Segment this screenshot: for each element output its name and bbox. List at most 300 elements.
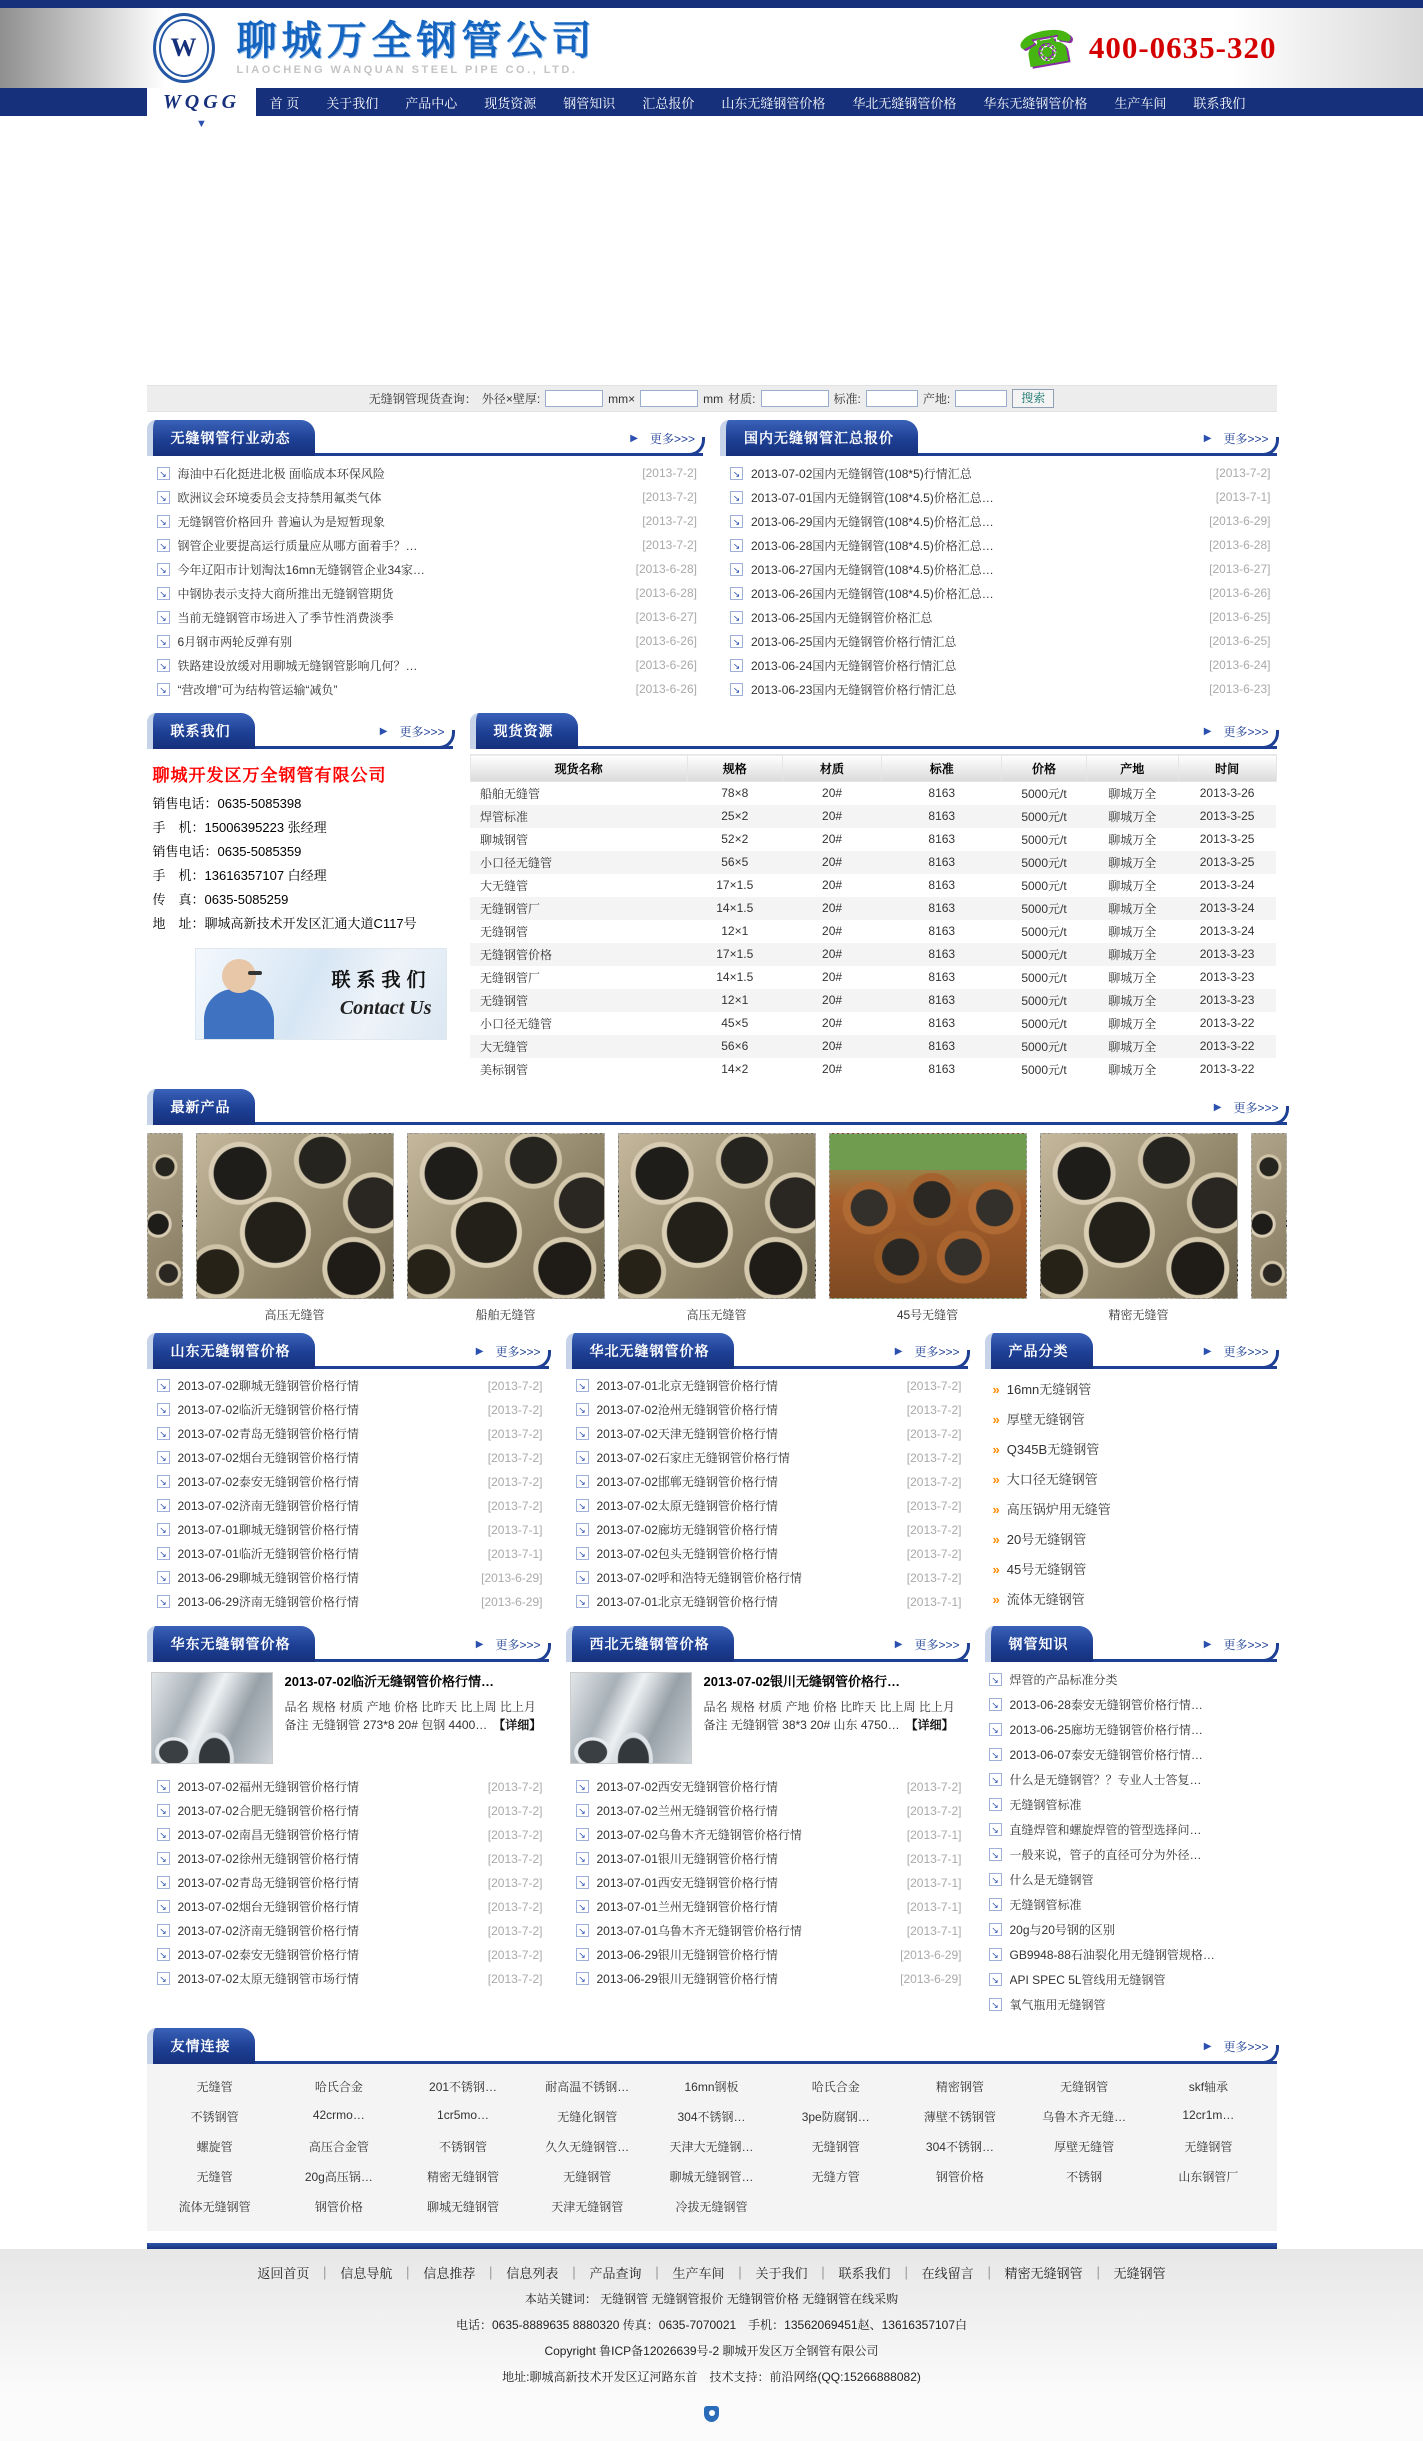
news-item[interactable]	[730, 677, 1271, 701]
news-item[interactable]	[157, 485, 698, 509]
friend-link[interactable]: 20g高压锅…	[304, 2169, 373, 2184]
category-item[interactable]: » 20号无缝钢管	[992, 1531, 1087, 1547]
footer-keywords: 本站关键词： 无缝钢管 无缝钢管报价 无缝钢管价格 无缝钢管在线采购	[524, 2291, 899, 2306]
news-item[interactable]	[157, 1542, 543, 1566]
search-button[interactable]: 搜索	[1012, 389, 1054, 408]
nav-item[interactable]: 首 页	[269, 95, 300, 111]
news-item[interactable]	[730, 557, 1271, 581]
phone-icon: ☎	[1013, 17, 1079, 79]
news-title: 2013-07-02青岛无缝钢管价格行情	[177, 1427, 359, 1441]
product-item[interactable]	[1040, 1133, 1238, 1323]
friend-link[interactable]: 不锈钢管	[190, 2109, 239, 2124]
cell-origin: 聊城万全	[1108, 1039, 1157, 1054]
logo-rings-icon	[153, 13, 215, 83]
table-row[interactable]	[470, 874, 1276, 897]
table-row[interactable]	[470, 851, 1276, 874]
news-date: [2013-6-28]	[635, 562, 697, 576]
news-item[interactable]	[576, 1422, 962, 1446]
table-row[interactable]	[470, 1058, 1276, 1081]
nav-item[interactable]: 汇总报价	[642, 95, 695, 111]
news-item[interactable]	[576, 1919, 962, 1943]
friend-link[interactable]: 无缝管	[196, 2079, 233, 2094]
table-header-cell: 材质	[782, 755, 882, 782]
industry-news-box	[147, 421, 704, 705]
table-header-cell: 现货名称	[470, 755, 687, 782]
more-link[interactable]: ▶ 更多>>>	[379, 725, 445, 739]
news-date: [2013-6-26]	[635, 634, 697, 648]
footer-link[interactable]: ｜ 关于我们	[725, 2266, 808, 2281]
footer-link[interactable]: ｜ 在线留言	[891, 2266, 974, 2281]
section-header	[566, 1627, 968, 1662]
section-header	[566, 1334, 968, 1369]
cell-name: 大无缝管	[480, 878, 529, 893]
footer-link[interactable]: ｜ 信息推荐	[392, 2266, 475, 2281]
news-arrow-icon	[989, 1973, 1002, 1986]
news-item[interactable]	[157, 1967, 543, 1991]
news-date: [2013-7-1]	[487, 1546, 543, 1561]
section-title: 华北无缝钢管价格	[566, 1333, 734, 1369]
news-date: [2013-7-2]	[487, 1923, 543, 1938]
friend-link[interactable]: 厚壁无缝管	[1054, 2139, 1115, 2154]
news-item[interactable]	[157, 1398, 543, 1422]
news-arrow-icon	[730, 683, 743, 696]
featured-body: 品名 规格 材质 产地 价格 比昨天 比上周 比上月 备注 无缝钢管 38*3 20# 山东 4750…	[703, 1699, 955, 1733]
news-item[interactable]	[576, 1823, 962, 1847]
news-item[interactable]	[730, 653, 1271, 677]
news-item[interactable]	[157, 509, 698, 533]
friend-link[interactable]: 无缝方管	[811, 2169, 860, 2184]
knowledge-item[interactable]: ↘ 氧气瓶用无缝钢管	[989, 1992, 1275, 2017]
cell-spec: 45×5	[721, 1016, 749, 1030]
news-date: [2013-7-2]	[487, 1947, 543, 1962]
news-arrow-icon	[989, 1698, 1002, 1711]
cell-origin: 聊城万全	[1108, 1062, 1157, 1077]
footer-link[interactable]: ｜ 联系我们	[808, 2266, 891, 2281]
news-item[interactable]	[576, 1494, 962, 1518]
knowledge-item[interactable]: ↘ 一般来说，管子的直径可分为外径…	[989, 1842, 1275, 1867]
news-item[interactable]	[576, 1871, 962, 1895]
news-date: [2013-6-27]	[1209, 562, 1271, 576]
knowledge-item[interactable]: ↘ 无缝钢管标准	[989, 1892, 1275, 1917]
news-title: 2013-07-02石家庄无缝钢管价格行情	[596, 1451, 790, 1465]
friend-link[interactable]: 16mn钢板	[684, 2079, 739, 2094]
news-date: [2013-7-2]	[906, 1803, 962, 1818]
more-link[interactable]: ▶ 更多>>>	[1203, 725, 1269, 739]
news-date: [2013-7-2]	[487, 1827, 543, 1842]
footer-link[interactable]: ｜ 精密无缝钢管	[974, 2266, 1083, 2281]
friend-link[interactable]: 不锈钢	[1066, 2169, 1103, 2184]
nav-item[interactable]: 山东无缝钢管价格	[721, 95, 826, 111]
huabei-price-box	[566, 1334, 968, 1618]
friend-link[interactable]: 精密无缝钢管	[427, 2169, 500, 2184]
contact-us-image[interactable]	[195, 948, 447, 1040]
knowledge-item[interactable]: ↘ 焊管的产品标准分类	[989, 1667, 1275, 1692]
agent-silhouette	[204, 989, 274, 1040]
shandong-price-box	[147, 1334, 549, 1618]
friend-link[interactable]: 冷拔无缝钢管	[675, 2199, 748, 2214]
news-arrow-icon	[157, 539, 170, 552]
news-arrow-icon	[576, 1547, 589, 1560]
news-item[interactable]	[576, 1799, 962, 1823]
news-item[interactable]	[157, 605, 698, 629]
product-item[interactable]	[829, 1133, 1027, 1323]
more-link[interactable]: ▶ 更多>>>	[894, 1344, 960, 1359]
news-arrow-icon	[157, 1547, 170, 1560]
more-link[interactable]: ▶ 更多>>>	[475, 1344, 541, 1359]
cell-name: 无缝钢管厂	[480, 901, 541, 916]
section-title: 钢管知识	[985, 1626, 1093, 1662]
news-date: [2013-6-23]	[1209, 682, 1271, 696]
news-title: 2013-07-02沧州无缝钢管价格行情	[596, 1403, 778, 1417]
news-item[interactable]	[157, 1847, 543, 1871]
cell-price: 5000元/t	[1021, 809, 1067, 824]
news-arrow-icon	[157, 1499, 170, 1512]
friend-link[interactable]: 1cr5mo…	[437, 2107, 490, 2122]
knowledge-item[interactable]: ↘ 什么是无缝钢管？？专业人士答复…	[989, 1767, 1275, 1792]
news-item[interactable]	[576, 1943, 962, 1967]
news-title: 无缝钢管价格回升 普遍认为是短暂现象	[177, 514, 385, 529]
news-arrow-icon	[157, 1571, 170, 1584]
friend-link[interactable]: 钢管价格	[314, 2199, 363, 2214]
friend-link[interactable]: 螺旋管	[196, 2139, 233, 2154]
friend-link[interactable]: 无缝钢管	[1060, 2079, 1109, 2094]
news-item[interactable]	[576, 1566, 962, 1590]
nav-item[interactable]: 产品中心	[405, 95, 458, 111]
news-item[interactable]	[576, 1374, 962, 1398]
news-title: 欧洲议会环境委员会支持禁用氟类气体	[177, 490, 382, 505]
news-item[interactable]	[157, 557, 698, 581]
news-item[interactable]	[157, 653, 698, 677]
news-item[interactable]	[730, 533, 1271, 557]
knowledge-item[interactable]: ↘ 什么是无缝钢管	[989, 1867, 1275, 1892]
news-item[interactable]	[157, 581, 698, 605]
material-input[interactable]	[761, 390, 829, 407]
news-arrow-icon	[730, 491, 743, 504]
knowledge-item[interactable]: ↘ 2013-06-28泰安无缝钢管价格行情…	[989, 1692, 1275, 1717]
product-photo[interactable]	[196, 1133, 394, 1299]
nav-item[interactable]: 联系我们	[1193, 95, 1246, 111]
friend-link[interactable]: 无缝化钢管	[557, 2109, 618, 2124]
cell-time: 2013-3-25	[1199, 855, 1255, 869]
news-date: [2013-7-2]	[487, 1498, 543, 1513]
friend-link[interactable]: 薄壁不锈钢管	[923, 2109, 996, 2124]
friend-link[interactable]: skf轴承	[1188, 2079, 1229, 2094]
cell-name: 船舶无缝管	[480, 786, 541, 801]
news-title: 2013-07-01国内无缝钢管(108*4.5)价格汇总…	[751, 490, 994, 505]
friend-link[interactable]: 3pe防腐钢…	[801, 2109, 870, 2124]
footer-link[interactable]: ｜ 生产车间	[641, 2266, 724, 2281]
news-item[interactable]	[576, 1470, 962, 1494]
news-item[interactable]	[576, 1847, 962, 1871]
knowledge-item[interactable]: ↘ 20g与20号钢的区别	[989, 1917, 1275, 1942]
news-title: 2013-07-02泰安无缝钢管价格行情	[177, 1948, 359, 1962]
news-item[interactable]	[157, 1871, 543, 1895]
news-item[interactable]	[576, 1398, 962, 1422]
table-row[interactable]	[470, 805, 1276, 828]
friend-link[interactable]: 哈氏合金	[811, 2079, 860, 2094]
featured-article[interactable]	[566, 1662, 968, 1770]
news-arrow-icon	[576, 1499, 589, 1512]
news-item[interactable]	[157, 1374, 543, 1398]
friend-link[interactable]: 哈氏合金	[314, 2079, 363, 2094]
news-title: 2013-06-29国内无缝钢管(108*4.5)价格汇总…	[751, 514, 994, 529]
news-arrow-icon	[157, 1972, 170, 1985]
news-item[interactable]	[157, 1799, 543, 1823]
table-row[interactable]	[470, 1035, 1276, 1058]
nav-item[interactable]: 生产车间	[1114, 95, 1167, 111]
contact-line: 手 机：15006395223 张经理	[152, 820, 327, 835]
friend-link[interactable]: 不锈钢管	[439, 2139, 488, 2154]
news-item[interactable]	[730, 461, 1271, 485]
news-arrow-icon	[157, 1852, 170, 1865]
category-item[interactable]: » 厚壁无缝钢管	[992, 1411, 1085, 1427]
news-arrow-icon	[730, 515, 743, 528]
category-item[interactable]: » 高压锅炉用无缝管	[992, 1501, 1111, 1517]
standard-input[interactable]	[866, 390, 918, 407]
news-item[interactable]	[157, 1566, 543, 1590]
category-item[interactable]: » 流体无缝钢管	[992, 1591, 1085, 1607]
news-item[interactable]	[157, 1823, 543, 1847]
nav-left-pad	[0, 88, 147, 116]
knowledge-item[interactable]: ↘ 2013-06-07泰安无缝钢管价格行情…	[989, 1742, 1275, 1767]
friend-link[interactable]: 无缝管	[196, 2169, 233, 2184]
knowledge-item[interactable]: ↘ 直缝焊管和螺旋焊管的管型选择问…	[989, 1817, 1275, 1842]
more-link[interactable]: ▶ 更多>>>	[1203, 2039, 1269, 2054]
product-name: 高压无缝管	[264, 1307, 325, 1322]
news-date: [2013-6-29]	[900, 1947, 962, 1962]
product-item[interactable]	[407, 1133, 605, 1323]
nav-item[interactable]: 华北无缝钢管价格	[852, 95, 957, 111]
product-photo[interactable]	[618, 1133, 816, 1299]
table-row[interactable]	[470, 966, 1276, 989]
footer-address: 地址:聊城高新技术开发区辽河路东首 技术支持：前沿网络(QQ:15266888082)	[502, 2369, 921, 2384]
product-item[interactable]	[618, 1133, 816, 1323]
product-categories-box	[985, 1334, 1277, 1618]
more-link[interactable]: ▶ 更多>>>	[1203, 432, 1269, 446]
category-item[interactable]: » Q345B无缝钢管	[992, 1441, 1100, 1457]
table-row[interactable]	[470, 1012, 1276, 1035]
cell-name: 聊城钢管	[480, 832, 529, 847]
news-item[interactable]	[576, 1542, 962, 1566]
news-arrow-icon	[576, 1595, 589, 1608]
product-item[interactable]	[196, 1133, 394, 1323]
footer-link[interactable]: ｜ 信息导航	[309, 2266, 392, 2281]
news-date: [2013-7-2]	[487, 1378, 543, 1393]
news-item[interactable]	[157, 1919, 543, 1943]
friend-link[interactable]: 聊城无缝钢管…	[669, 2169, 754, 2184]
product-photo[interactable]	[829, 1133, 1027, 1299]
news-item[interactable]	[157, 1446, 543, 1470]
news-item[interactable]	[157, 1494, 543, 1518]
cell-time: 2013-3-23	[1199, 947, 1255, 961]
more-link[interactable]: ▶ 更多>>>	[630, 432, 695, 446]
news-arrow-icon	[989, 1773, 1002, 1786]
news-item[interactable]	[157, 1518, 543, 1542]
cell-spec: 14×1.5	[716, 970, 754, 984]
news-item[interactable]	[576, 1518, 962, 1542]
friend-link[interactable]: 42crmo…	[312, 2107, 365, 2122]
friend-link[interactable]: 201不锈钢…	[429, 2079, 498, 2094]
cell-material: 20#	[822, 855, 843, 869]
friend-link[interactable]: 无缝钢管	[563, 2169, 612, 2184]
product-name: 船舶无缝管	[475, 1307, 536, 1322]
news-item[interactable]	[157, 1590, 543, 1614]
news-item[interactable]	[157, 1422, 543, 1446]
cell-origin: 聊城万全	[1108, 878, 1157, 893]
friend-link[interactable]: 无缝钢管	[1184, 2139, 1233, 2154]
news-arrow-icon	[157, 1427, 170, 1440]
section-title: 产品分类	[985, 1333, 1093, 1369]
news-item[interactable]	[576, 1775, 962, 1799]
news-item[interactable]	[730, 509, 1271, 533]
cell-name: 大无缝管	[480, 1039, 529, 1054]
table-row[interactable]	[470, 828, 1276, 851]
table-row[interactable]	[470, 897, 1276, 920]
cell-price: 5000元/t	[1021, 1062, 1067, 1077]
knowledge-item[interactable]: ↘ API SPEC 5L管线用无缝钢管	[989, 1967, 1275, 1992]
table-row[interactable]	[470, 989, 1276, 1012]
news-item[interactable]	[576, 1446, 962, 1470]
news-arrow-icon	[157, 467, 170, 480]
news-date: [2013-6-27]	[635, 610, 697, 624]
table-row[interactable]	[470, 943, 1276, 966]
news-item[interactable]	[730, 629, 1271, 653]
news-date: [2013-7-2]	[487, 1899, 543, 1914]
section-header	[147, 714, 453, 749]
product-photo[interactable]	[1040, 1133, 1238, 1299]
news-date: [2013-6-26]	[1209, 586, 1271, 600]
news-arrow-icon	[989, 1848, 1002, 1861]
friend-link[interactable]: 乌鲁木齐无缝…	[1042, 2109, 1127, 2124]
nav-item[interactable]: 现货资源	[484, 95, 537, 111]
product-photo-partial[interactable]	[1251, 1133, 1287, 1299]
nav-item[interactable]: 钢管知识	[563, 95, 616, 111]
cell-material: 20#	[822, 878, 843, 892]
news-item[interactable]	[730, 605, 1271, 629]
table-header-cell: 时间	[1178, 755, 1276, 782]
more-link[interactable]: ▶ 更多>>>	[1203, 1637, 1269, 1652]
knowledge-item[interactable]: ↘ 无缝钢管标准	[989, 1792, 1275, 1817]
table-row[interactable]	[470, 920, 1276, 943]
news-arrow-icon	[576, 1876, 589, 1889]
more-link[interactable]: ▶ 更多>>>	[1203, 1344, 1269, 1359]
news-item[interactable]	[576, 1967, 962, 1991]
news-title: 2013-07-01北京无缝钢管价格行情	[596, 1379, 778, 1393]
news-item[interactable]	[730, 581, 1271, 605]
news-item[interactable]	[157, 461, 698, 485]
news-arrow-icon	[157, 1475, 170, 1488]
more-link[interactable]: ▶ 更多>>>	[894, 1637, 960, 1652]
category-item[interactable]: » 45号无缝钢管	[992, 1561, 1087, 1577]
news-arrow-icon	[989, 1723, 1002, 1736]
featured-title[interactable]: 2013-07-02临沂无缝钢管价格行情…	[284, 1673, 494, 1689]
news-item[interactable]	[157, 533, 698, 557]
spot-table	[470, 754, 1277, 1081]
friend-link[interactable]: 久久无缝钢管…	[545, 2139, 630, 2154]
company-name-en: LIAOCHENG WANQUAN STEEL PIPE CO., LTD.	[236, 64, 578, 76]
cell-material: 20#	[822, 901, 843, 915]
news-date: [2013-6-29]	[900, 1971, 962, 1986]
news-item[interactable]	[576, 1895, 962, 1919]
site-badge-icon[interactable]	[704, 2406, 719, 2422]
detail-link[interactable]: 【详细】	[905, 1718, 954, 1733]
origin-input[interactable]	[955, 390, 1007, 407]
news-title: 2013-07-02太原无缝钢管市场行情	[177, 1972, 359, 1986]
product-photo-partial[interactable]	[147, 1133, 183, 1299]
table-row[interactable]	[470, 782, 1276, 805]
cell-price: 5000元/t	[1021, 924, 1067, 939]
news-item[interactable]	[157, 629, 698, 653]
friend-link[interactable]: 12cr1m…	[1182, 2107, 1235, 2122]
news-item[interactable]	[730, 485, 1271, 509]
knowledge-item[interactable]: ↘ 2013-06-25廊坊无缝钢管价格行情…	[989, 1717, 1275, 1742]
news-arrow-icon	[576, 1379, 589, 1392]
news-arrow-icon	[157, 1948, 170, 1961]
friend-link[interactable]: 聊城无缝钢管	[427, 2199, 500, 2214]
friend-link[interactable]: 耐高温不锈钢…	[545, 2079, 630, 2094]
featured-title[interactable]: 2013-07-02银川无缝钢管价格行…	[703, 1673, 900, 1689]
friend-link[interactable]: 天津大无缝钢…	[669, 2139, 754, 2154]
footer-link[interactable]: ｜ 信息列表	[475, 2266, 558, 2281]
category-item[interactable]: » 大口径无缝钢管	[992, 1471, 1098, 1487]
news-arrow-icon	[157, 515, 170, 528]
news-item[interactable]	[157, 677, 698, 701]
friend-link[interactable]: 钢管价格	[935, 2169, 984, 2184]
friend-link[interactable]: 天津无缝钢管	[551, 2199, 624, 2214]
news-title: 2013-07-02天津无缝钢管价格行情	[596, 1427, 778, 1441]
wall-thickness-input[interactable]	[640, 390, 698, 407]
news-item[interactable]	[157, 1943, 543, 1967]
more-link[interactable]: ▶ 更多>>>	[475, 1637, 541, 1652]
news-title: 2013-07-02南昌无缝钢管价格行情	[177, 1828, 359, 1842]
news-item[interactable]	[157, 1470, 543, 1494]
featured-article[interactable]	[147, 1662, 549, 1770]
cell-price: 5000元/t	[1021, 855, 1067, 870]
product-photo[interactable]	[407, 1133, 605, 1299]
category-item[interactable]: » 16mn无缝钢管	[992, 1381, 1092, 1397]
friend-link[interactable]: 304不锈钢…	[925, 2139, 994, 2154]
table-header-cell: 规格	[687, 755, 782, 782]
detail-link[interactable]: 【详细】	[493, 1718, 542, 1733]
nav-item[interactable]: 关于我们	[326, 95, 379, 111]
bullet-arrow-icon: »	[992, 1381, 1000, 1397]
footer-link[interactable]: ｜ 产品查询	[558, 2266, 641, 2281]
news-arrow-icon	[157, 1924, 170, 1937]
contact-line: 手 机：13616357107 白经理	[152, 868, 327, 883]
news-arrow-icon	[157, 1403, 170, 1416]
footer-link[interactable]: 返回首页	[257, 2265, 310, 2281]
friend-link[interactable]: 304不锈钢…	[677, 2109, 746, 2124]
news-date: [2013-7-2]	[906, 1474, 962, 1489]
friend-link[interactable]: 流体无缝钢管	[178, 2199, 251, 2214]
friend-link[interactable]: 山东钢管厂	[1178, 2169, 1239, 2184]
news-item[interactable]	[157, 1895, 543, 1919]
outer-diameter-input[interactable]	[545, 390, 603, 407]
news-title: 2013-07-02烟台无缝钢管价格行情	[177, 1900, 359, 1914]
footer-link[interactable]: ｜ 无缝钢管	[1083, 2266, 1166, 2281]
nav-item[interactable]: 华东无缝钢管价格	[983, 95, 1088, 111]
friend-link[interactable]: 高压合金管	[308, 2139, 369, 2154]
knowledge-item[interactable]: ↘ GB9948-88石油裂化用无缝钢管规格…	[989, 1942, 1275, 1967]
section-header	[985, 1627, 1277, 1662]
friend-link[interactable]: 精密钢管	[935, 2079, 984, 2094]
friend-link[interactable]: 无缝钢管	[811, 2139, 860, 2154]
news-item[interactable]	[157, 1775, 543, 1799]
news-item[interactable]	[576, 1590, 962, 1614]
cell-origin: 聊城万全	[1108, 1016, 1157, 1031]
footer-copyright: Copyright 鲁ICP备12026639号-2 聊城开发区万全钢管有限公司	[544, 2343, 879, 2358]
more-link[interactable]: ▶ 更多>>>	[1213, 1100, 1279, 1115]
